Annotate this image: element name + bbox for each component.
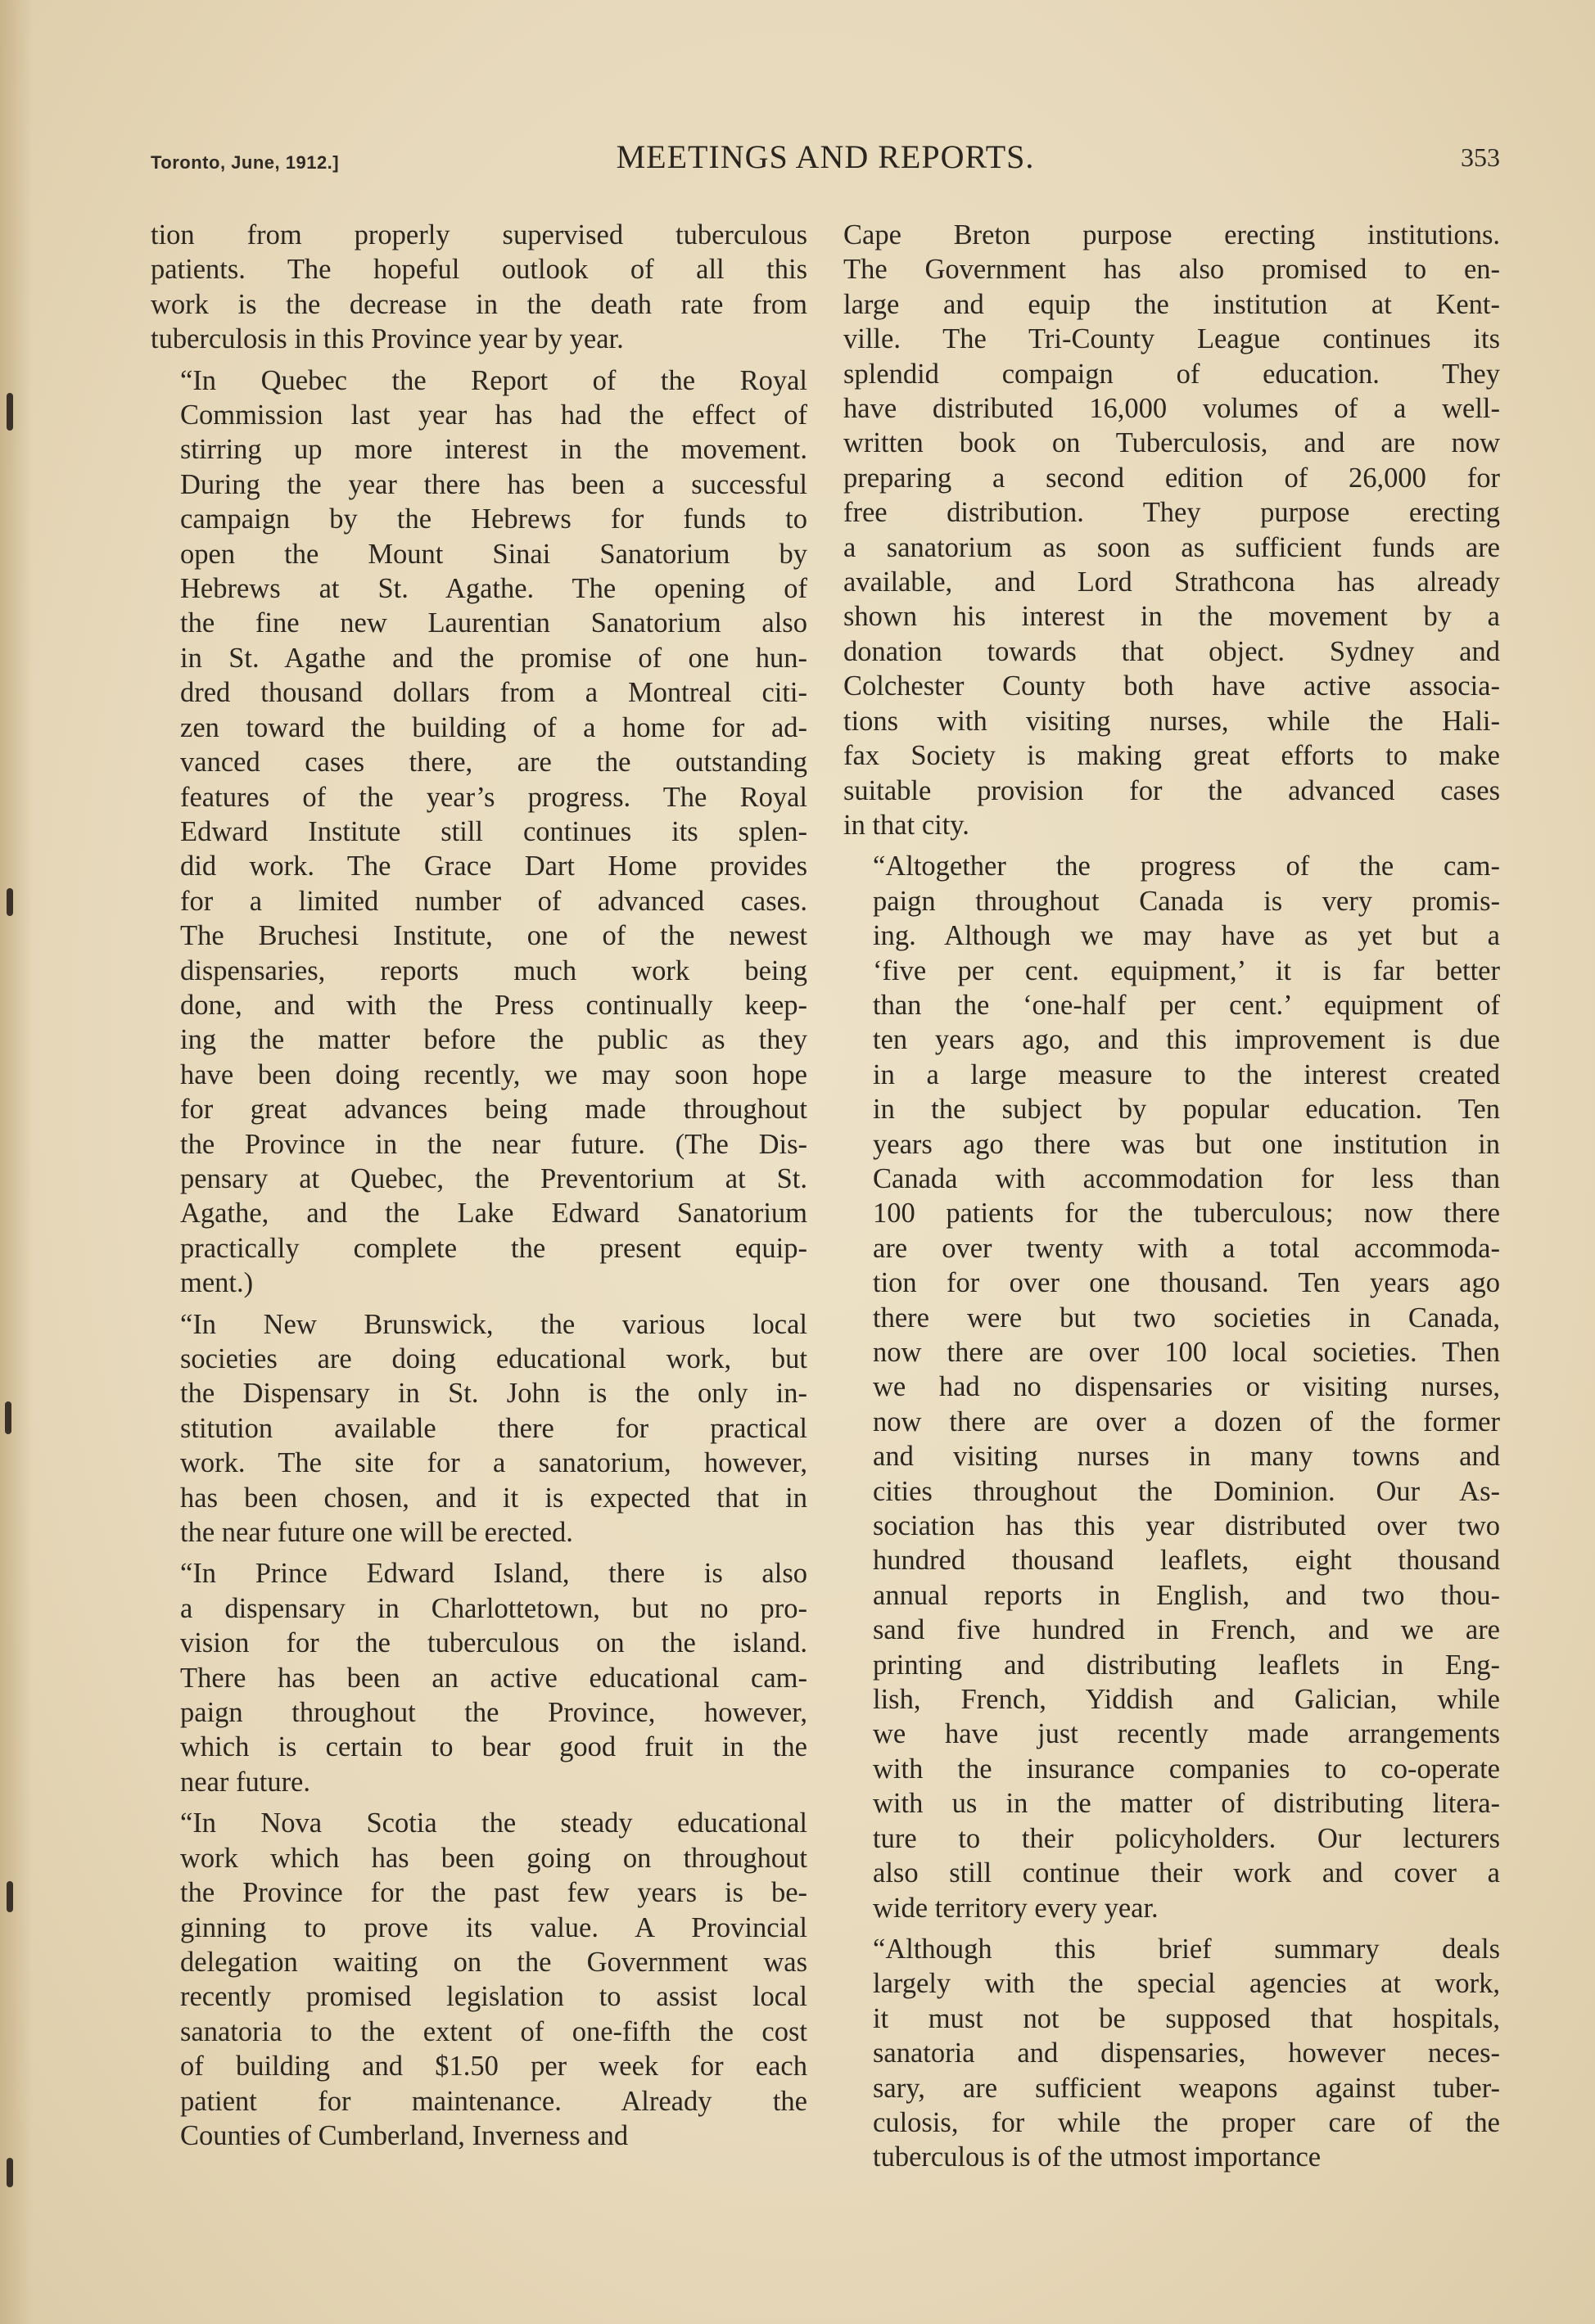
text-line: dispensaries, reports much work being bbox=[180, 954, 807, 986]
text-line: Edward Institute still continues its splen- bbox=[180, 815, 807, 847]
text-line: it must not be supposed that hospitals, bbox=[873, 2002, 1500, 2034]
text-line: The Bruchesi Institute, one of the newest bbox=[180, 920, 807, 952]
text-line: shown his interest in the movement by a bbox=[843, 601, 1500, 633]
text-line: “Altogether the progress of the cam- bbox=[873, 851, 1500, 882]
text-line: culosis, for while the proper care of the bbox=[873, 2106, 1500, 2138]
text-line: the near future one will be erected. bbox=[180, 1517, 573, 1549]
binding-mark bbox=[7, 1881, 13, 1912]
text-line: work which has been going on throughout bbox=[180, 1842, 807, 1874]
text-line: 100 patients for the tuberculous; now there bbox=[873, 1198, 1500, 1230]
text-line: sary, are sufficient weapons against tuber- bbox=[873, 2072, 1500, 2104]
text-line: than the ‘one-half per cent.’ equipment of bbox=[873, 989, 1500, 1021]
text-line: There has been an active educational cam- bbox=[180, 1662, 807, 1694]
text-line: “Although this brief summary deals bbox=[873, 1933, 1500, 1965]
text-line: now there are over a dozen of the former bbox=[873, 1406, 1500, 1437]
text-line: zen toward the building of a home for ad- bbox=[180, 711, 807, 743]
text-line: pensary at Quebec, the Preventorium at St. bbox=[180, 1162, 807, 1194]
text-line: for great advances being made throughout bbox=[180, 1094, 807, 1126]
paragraph bbox=[843, 849, 1500, 1925]
text-line: wide territory every year. bbox=[873, 1892, 1159, 1924]
text-line: large and equip the institution at Kent- bbox=[843, 288, 1500, 320]
text-line: Colchester County both have active associa- bbox=[843, 670, 1500, 702]
text-line: largely with the special agencies at work, bbox=[873, 1968, 1500, 2000]
text-line: Canada with accommodation for less than bbox=[873, 1162, 1500, 1194]
text-line: recently promised legislation to assist local bbox=[180, 1981, 807, 2013]
text-line: ing. Although we may have as yet but a bbox=[873, 920, 1500, 952]
text-line: the Dispensary in St. John is the only in- bbox=[180, 1378, 807, 1410]
text-line: of building and $1.50 per week for each bbox=[180, 2051, 807, 2083]
paragraph bbox=[151, 363, 807, 1301]
text-line: there were but two societies in Canada, bbox=[873, 1302, 1500, 1333]
text-line: Agathe, and the Lake Edward Sanatorium bbox=[180, 1198, 807, 1230]
text-line: are over twenty with a total accommoda- bbox=[873, 1232, 1500, 1264]
text-line: ture to their policyholders. Our lecturers bbox=[873, 1822, 1500, 1854]
text-line: lish, French, Yiddish and Galician, while bbox=[873, 1684, 1500, 1716]
text-line: we had no dispensaries or visiting nurses, bbox=[873, 1371, 1500, 1403]
text-line: available, and Lord Strathcona has already bbox=[843, 566, 1500, 598]
text-line: tion from properly supervised tuberculous bbox=[151, 219, 807, 250]
text-line: paign throughout the Province, however, bbox=[180, 1697, 807, 1729]
text-line: tions with visiting nurses, while the Hali- bbox=[843, 705, 1500, 737]
binding-mark bbox=[7, 393, 13, 431]
text-line: dred thousand dollars from a Montreal citi- bbox=[180, 677, 807, 709]
text-line: stitution available there for practical bbox=[180, 1412, 807, 1444]
text-line: ing the matter before the public as they bbox=[180, 1024, 807, 1056]
text-line: years ago there was but one institution in bbox=[873, 1128, 1500, 1160]
paragraph bbox=[151, 1806, 807, 2153]
text-line: The Government has also promised to en- bbox=[843, 254, 1500, 286]
text-line: hundred thousand leaflets, eight thousand bbox=[873, 1545, 1500, 1577]
text-line: delegation waiting on the Government was bbox=[180, 1946, 807, 1978]
paragraph bbox=[843, 218, 1500, 842]
text-line: work is the decrease in the death rate from bbox=[151, 288, 807, 320]
text-line: for a limited number of advanced cases. bbox=[180, 885, 807, 917]
text-line: in a large measure to the interest created bbox=[873, 1058, 1500, 1090]
text-line: cities throughout the Dominion. Our As- bbox=[873, 1475, 1500, 1507]
text-line: also still continue their work and cover a bbox=[873, 1857, 1500, 1889]
text-line: a dispensary in Charlottetown, but no pro- bbox=[180, 1592, 807, 1624]
text-line: ment.) bbox=[180, 1267, 254, 1299]
text-line: have been doing recently, we may soon hope bbox=[180, 1058, 807, 1090]
binding-shadow bbox=[0, 0, 33, 2324]
text-line: tion for over one thousand. Ten years ago bbox=[873, 1267, 1500, 1299]
text-line: annual reports in English, and two thou- bbox=[873, 1579, 1500, 1611]
text-line: sand five hundred in French, and we are bbox=[873, 1614, 1500, 1646]
text-line: tuberculosis in this Province year by year. bbox=[151, 323, 624, 355]
text-line: suitable provision for the advanced cases bbox=[843, 774, 1500, 806]
text-line: ginning to prove its value. A Provincial bbox=[180, 1911, 807, 1943]
running-header bbox=[151, 138, 1500, 187]
right-column bbox=[843, 218, 1500, 2175]
text-line: in the subject by popular education. Ten bbox=[873, 1094, 1500, 1126]
text-line: paign throughout Canada is very promis- bbox=[873, 885, 1500, 917]
text-line: written book on Tuberculosis, and are now bbox=[843, 427, 1500, 459]
text-line: donation towards that object. Sydney and bbox=[843, 635, 1500, 667]
text-line: societies are doing educational work, but bbox=[180, 1343, 807, 1374]
text-line: “In Quebec the Report of the Royal bbox=[180, 364, 807, 396]
paragraph bbox=[843, 1932, 1500, 2175]
text-line: campaign by the Hebrews for funds to bbox=[180, 503, 807, 535]
text-line: sanatoria to the extent of one-fifth the cost bbox=[180, 2015, 807, 2047]
text-line: patients. The hopeful outlook of all this bbox=[151, 254, 807, 286]
text-line: patient for maintenance. Already the bbox=[180, 2085, 807, 2117]
text-line: printing and distributing leaflets in Eng- bbox=[873, 1649, 1500, 1681]
text-line: Cape Breton purpose erecting institutions. bbox=[843, 219, 1500, 250]
text-line: stirring up more interest in the movement. bbox=[180, 434, 807, 466]
text-line: vanced cases there, are the outstanding bbox=[180, 747, 807, 778]
text-line: the fine new Laurentian Sanatorium also bbox=[180, 607, 807, 639]
text-line: with the insurance companies to co-operate bbox=[873, 1753, 1500, 1785]
text-line: Commission last year has had the effect of bbox=[180, 399, 807, 431]
binding-mark bbox=[5, 1401, 11, 1434]
binding-mark bbox=[7, 2158, 13, 2187]
header-title: MEETINGS AND REPORTS. bbox=[616, 138, 1035, 175]
text-line: preparing a second edition of 26,000 for bbox=[843, 462, 1500, 494]
text-line: work. The site for a sanatorium, however, bbox=[180, 1447, 807, 1479]
text-line: which is certain to bear good fruit in the bbox=[180, 1731, 807, 1763]
text-line: splendid compaign of education. They bbox=[843, 358, 1500, 390]
header-place-date: Toronto, June, 1912.] bbox=[151, 152, 340, 173]
text-line: vision for the tuberculous on the island. bbox=[180, 1627, 807, 1659]
text-line: During the year there has been a successful bbox=[180, 468, 807, 500]
text-line: in St. Agathe and the promise of one hun- bbox=[180, 642, 807, 674]
text-line: “In New Brunswick, the various local bbox=[180, 1308, 807, 1340]
text-line: fax Society is making great efforts to make bbox=[843, 740, 1500, 772]
binding-mark bbox=[7, 888, 13, 916]
paragraph bbox=[151, 1307, 807, 1550]
text-line: a sanatorium as soon as sufficient funds are bbox=[843, 531, 1500, 563]
text-line: we have just recently made arrangements bbox=[873, 1718, 1500, 1750]
text-line: has been chosen, and it is expected that in bbox=[180, 1482, 807, 1514]
text-line: Counties of Cumberland, Inverness and bbox=[180, 2119, 629, 2151]
text-line: sociation has this year distributed over two bbox=[873, 1510, 1500, 1542]
text-line: did work. The Grace Dart Home provides bbox=[180, 851, 807, 882]
text-line: now there are over 100 local societies. Then bbox=[873, 1337, 1500, 1368]
text-line: free distribution. They purpose erecting bbox=[843, 497, 1500, 529]
left-column bbox=[151, 218, 807, 2153]
page-number: 353 bbox=[1461, 142, 1500, 172]
text-line: the Province for the past few years is be- bbox=[180, 1877, 807, 1909]
text-line: “In Prince Edward Island, there is also bbox=[180, 1558, 807, 1590]
text-line: “In Nova Scotia the steady educational bbox=[180, 1807, 807, 1839]
text-line: features of the year’s progress. The Royal bbox=[180, 781, 807, 813]
paragraph bbox=[151, 1556, 807, 1799]
text-line: ten years ago, and this improvement is due bbox=[873, 1024, 1500, 1056]
text-line: Hebrews at St. Agathe. The opening of bbox=[180, 573, 807, 605]
paragraph bbox=[151, 218, 807, 357]
text-line: ville. The Tri-County League continues its bbox=[843, 323, 1500, 355]
text-line: have distributed 16,000 volumes of a well- bbox=[843, 393, 1500, 425]
text-line: open the Mount Sinai Sanatorium by bbox=[180, 538, 807, 570]
text-line: with us in the matter of distributing litera- bbox=[873, 1788, 1500, 1820]
text-line: tuberculous is of the utmost importance bbox=[873, 2141, 1322, 2173]
text-line: near future. bbox=[180, 1766, 310, 1798]
text-line: ‘five per cent. equipment,’ it is far better bbox=[873, 954, 1500, 986]
text-line: done, and with the Press continually keep- bbox=[180, 989, 807, 1021]
text-line: the Province in the near future. (The Dis- bbox=[180, 1128, 807, 1160]
text-line: in that city. bbox=[843, 809, 969, 841]
text-line: sanatoria and dispensaries, however neces- bbox=[873, 2037, 1500, 2069]
text-line: and visiting nurses in many towns and bbox=[873, 1441, 1500, 1473]
text-line: practically complete the present equip- bbox=[180, 1232, 807, 1264]
